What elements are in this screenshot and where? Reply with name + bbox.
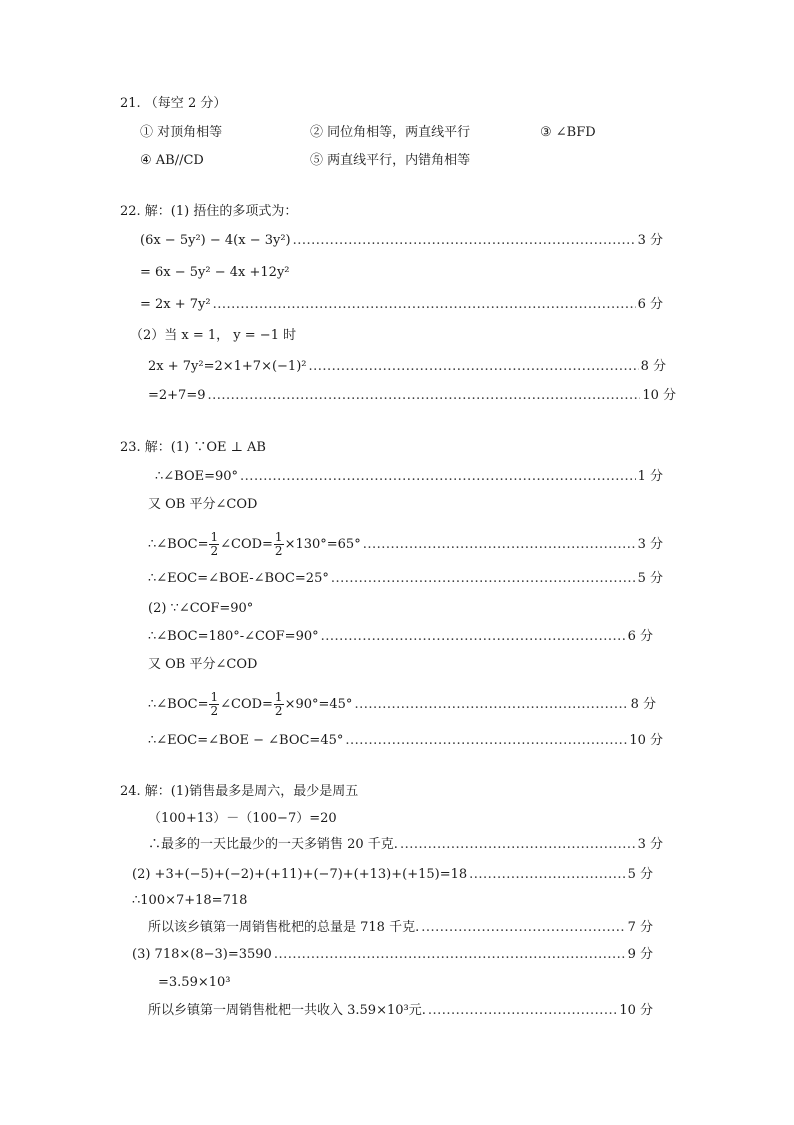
q21-blank-1: ① 对顶角相等 (140, 125, 223, 140)
q24-line-6-score: 9 分 (627, 947, 653, 962)
fraction-denominator: 2 (210, 544, 219, 558)
q23-line-4-score: 5 分 (637, 571, 663, 586)
q23-line-4-expr: ∴∠EOC=∠BOE-∠BOC=25° (148, 571, 329, 586)
q24-line-8 (148, 1002, 653, 1020)
q21-header: 21. （每空 2 分） (120, 96, 227, 111)
fraction-numerator: 1 (274, 530, 283, 544)
q21-blank-3: ③ ∠BFD (540, 125, 596, 140)
q22-header: 22. 解：(1) 捂住的多项式为： (120, 204, 298, 219)
q24-line-5-score: 7 分 (627, 920, 653, 935)
q21-blank-2: ② 同位角相等，两直线平行 (310, 125, 471, 140)
q21-blank-5: ⑤ 两直线平行，内错角相等 (310, 153, 471, 168)
q24-line-8-score: 10 分 (619, 1003, 653, 1018)
q22-line-2: = 6x − 5y² − 4x +12y² (140, 265, 290, 280)
leader-dots (240, 468, 636, 486)
q24-line-6 (132, 946, 653, 964)
q23-l8-mid: ∠COD= (220, 697, 273, 712)
fraction-denominator: 2 (274, 544, 283, 558)
q21-blank-4: ④ AB//CD (140, 153, 204, 168)
q22-line-1-score: 3 分 (637, 233, 663, 248)
q22-line-4 (148, 358, 666, 376)
q23-line-8 (148, 691, 656, 718)
q23-l3-pre: ∴∠BOC= (148, 537, 209, 552)
half-fraction (209, 531, 219, 558)
q23-line-9 (148, 732, 663, 750)
q22-line-5 (148, 387, 676, 405)
leader-dots (354, 696, 628, 714)
q23-line-5: (2) ∵∠COF=90° (148, 601, 254, 616)
q23-line-3-expr (148, 531, 361, 558)
q23-line-9-expr: ∴∠EOC=∠BOE − ∠BOC=45° (148, 733, 344, 748)
q22-line-3-expr: = 2x + 7y² (140, 297, 211, 312)
half-fraction (274, 531, 284, 558)
q23-l8-pre: ∴∠BOC= (148, 697, 209, 712)
half-fraction (274, 691, 284, 718)
q24-header: 24. 解：(1)销售最多是周六，最少是周五 (120, 784, 359, 799)
fraction-denominator: 2 (210, 704, 219, 718)
leader-dots (309, 358, 639, 376)
q24-line-5-expr: 所以该乡镇第一周销售枇杷的总量是 718 千克. (148, 920, 420, 935)
q23-line-1 (155, 468, 663, 486)
leader-dots (428, 1002, 617, 1020)
q23-line-3-score: 3 分 (637, 537, 663, 552)
leader-dots (400, 836, 636, 854)
fraction-numerator: 1 (210, 690, 219, 704)
q23-line-3 (148, 531, 663, 558)
leader-dots (331, 570, 636, 588)
q22-line-4-score: 8 分 (640, 359, 666, 374)
q24-line-8-expr: 所以乡镇第一周销售枇杷一共收入 3.59×10³元. (148, 1003, 426, 1018)
q23-l3-mid: ∠COD= (220, 537, 273, 552)
q23-l8-post: ×90°=45° (284, 697, 353, 712)
q22-part2: （2）当 x = 1， y = −1 时 (130, 328, 297, 343)
q23-line-6-expr: ∴∠BOC=180°-∠COF=90° (148, 629, 319, 644)
q24-line-6-expr: (3) 718×(8−3)=3590 (132, 947, 272, 962)
half-fraction (209, 691, 219, 718)
q24-line-2-expr: ∴最多的一天比最少的一天多销售 20 千克. (148, 837, 398, 852)
q22-line-1 (140, 232, 663, 250)
leader-dots (293, 232, 636, 250)
q22-line-4-expr: 2x + 7y²=2×1+7×(−1)² (148, 359, 307, 374)
fraction-denominator: 2 (274, 704, 283, 718)
q24-line-4: ∴100×7+18=718 (132, 893, 248, 908)
q23-line-6 (148, 628, 653, 646)
leader-dots (208, 387, 641, 405)
q24-line-2-score: 3 分 (637, 837, 663, 852)
q23-line-8-score: 8 分 (630, 697, 656, 712)
q23-l3-post: ×130°=65° (284, 537, 361, 552)
q23-line-6-score: 6 分 (627, 629, 653, 644)
q24-line-7: =3.59×10³ (158, 975, 231, 990)
q22-line-5-score: 10 分 (642, 388, 676, 403)
q23-line-1-score: 1 分 (637, 469, 663, 484)
leader-dots (469, 866, 625, 884)
q24-line-3 (132, 866, 653, 884)
fraction-numerator: 1 (210, 530, 219, 544)
leader-dots (421, 919, 625, 937)
leader-dots (274, 946, 626, 964)
q24-line-5 (148, 919, 653, 937)
q23-line-2: 又 OB 平分∠COD (148, 497, 258, 512)
q24-line-3-score: 5 分 (627, 867, 653, 882)
q24-line-2 (148, 836, 663, 854)
q23-line-1-expr: ∴∠BOE=90° (155, 469, 239, 484)
q24-line-3-expr: (2) +3+(−5)+(−2)+(+11)+(−7)+(+13)+(+15)=18 (132, 867, 468, 882)
q22-line-5-expr: =2+7=9 (148, 388, 206, 403)
q22-line-3 (140, 296, 663, 314)
q22-line-1-expr: (6x − 5y²) − 4(x − 3y²) (140, 233, 291, 248)
q23-line-9-score: 10 分 (629, 733, 663, 748)
leader-dots (345, 732, 627, 750)
q23-line-4 (148, 570, 663, 588)
q23-line-8-expr (148, 691, 352, 718)
leader-dots (213, 296, 636, 314)
q23-line-7: 又 OB 平分∠COD (148, 657, 258, 672)
q23-header: 23. 解：(1) ∵OE ⊥ AB (120, 440, 266, 455)
q24-line-1: （100+13）－（100−7）=20 (148, 811, 337, 826)
leader-dots (363, 536, 636, 554)
leader-dots (321, 628, 626, 646)
q22-line-3-score: 6 分 (637, 297, 663, 312)
fraction-numerator: 1 (274, 690, 283, 704)
